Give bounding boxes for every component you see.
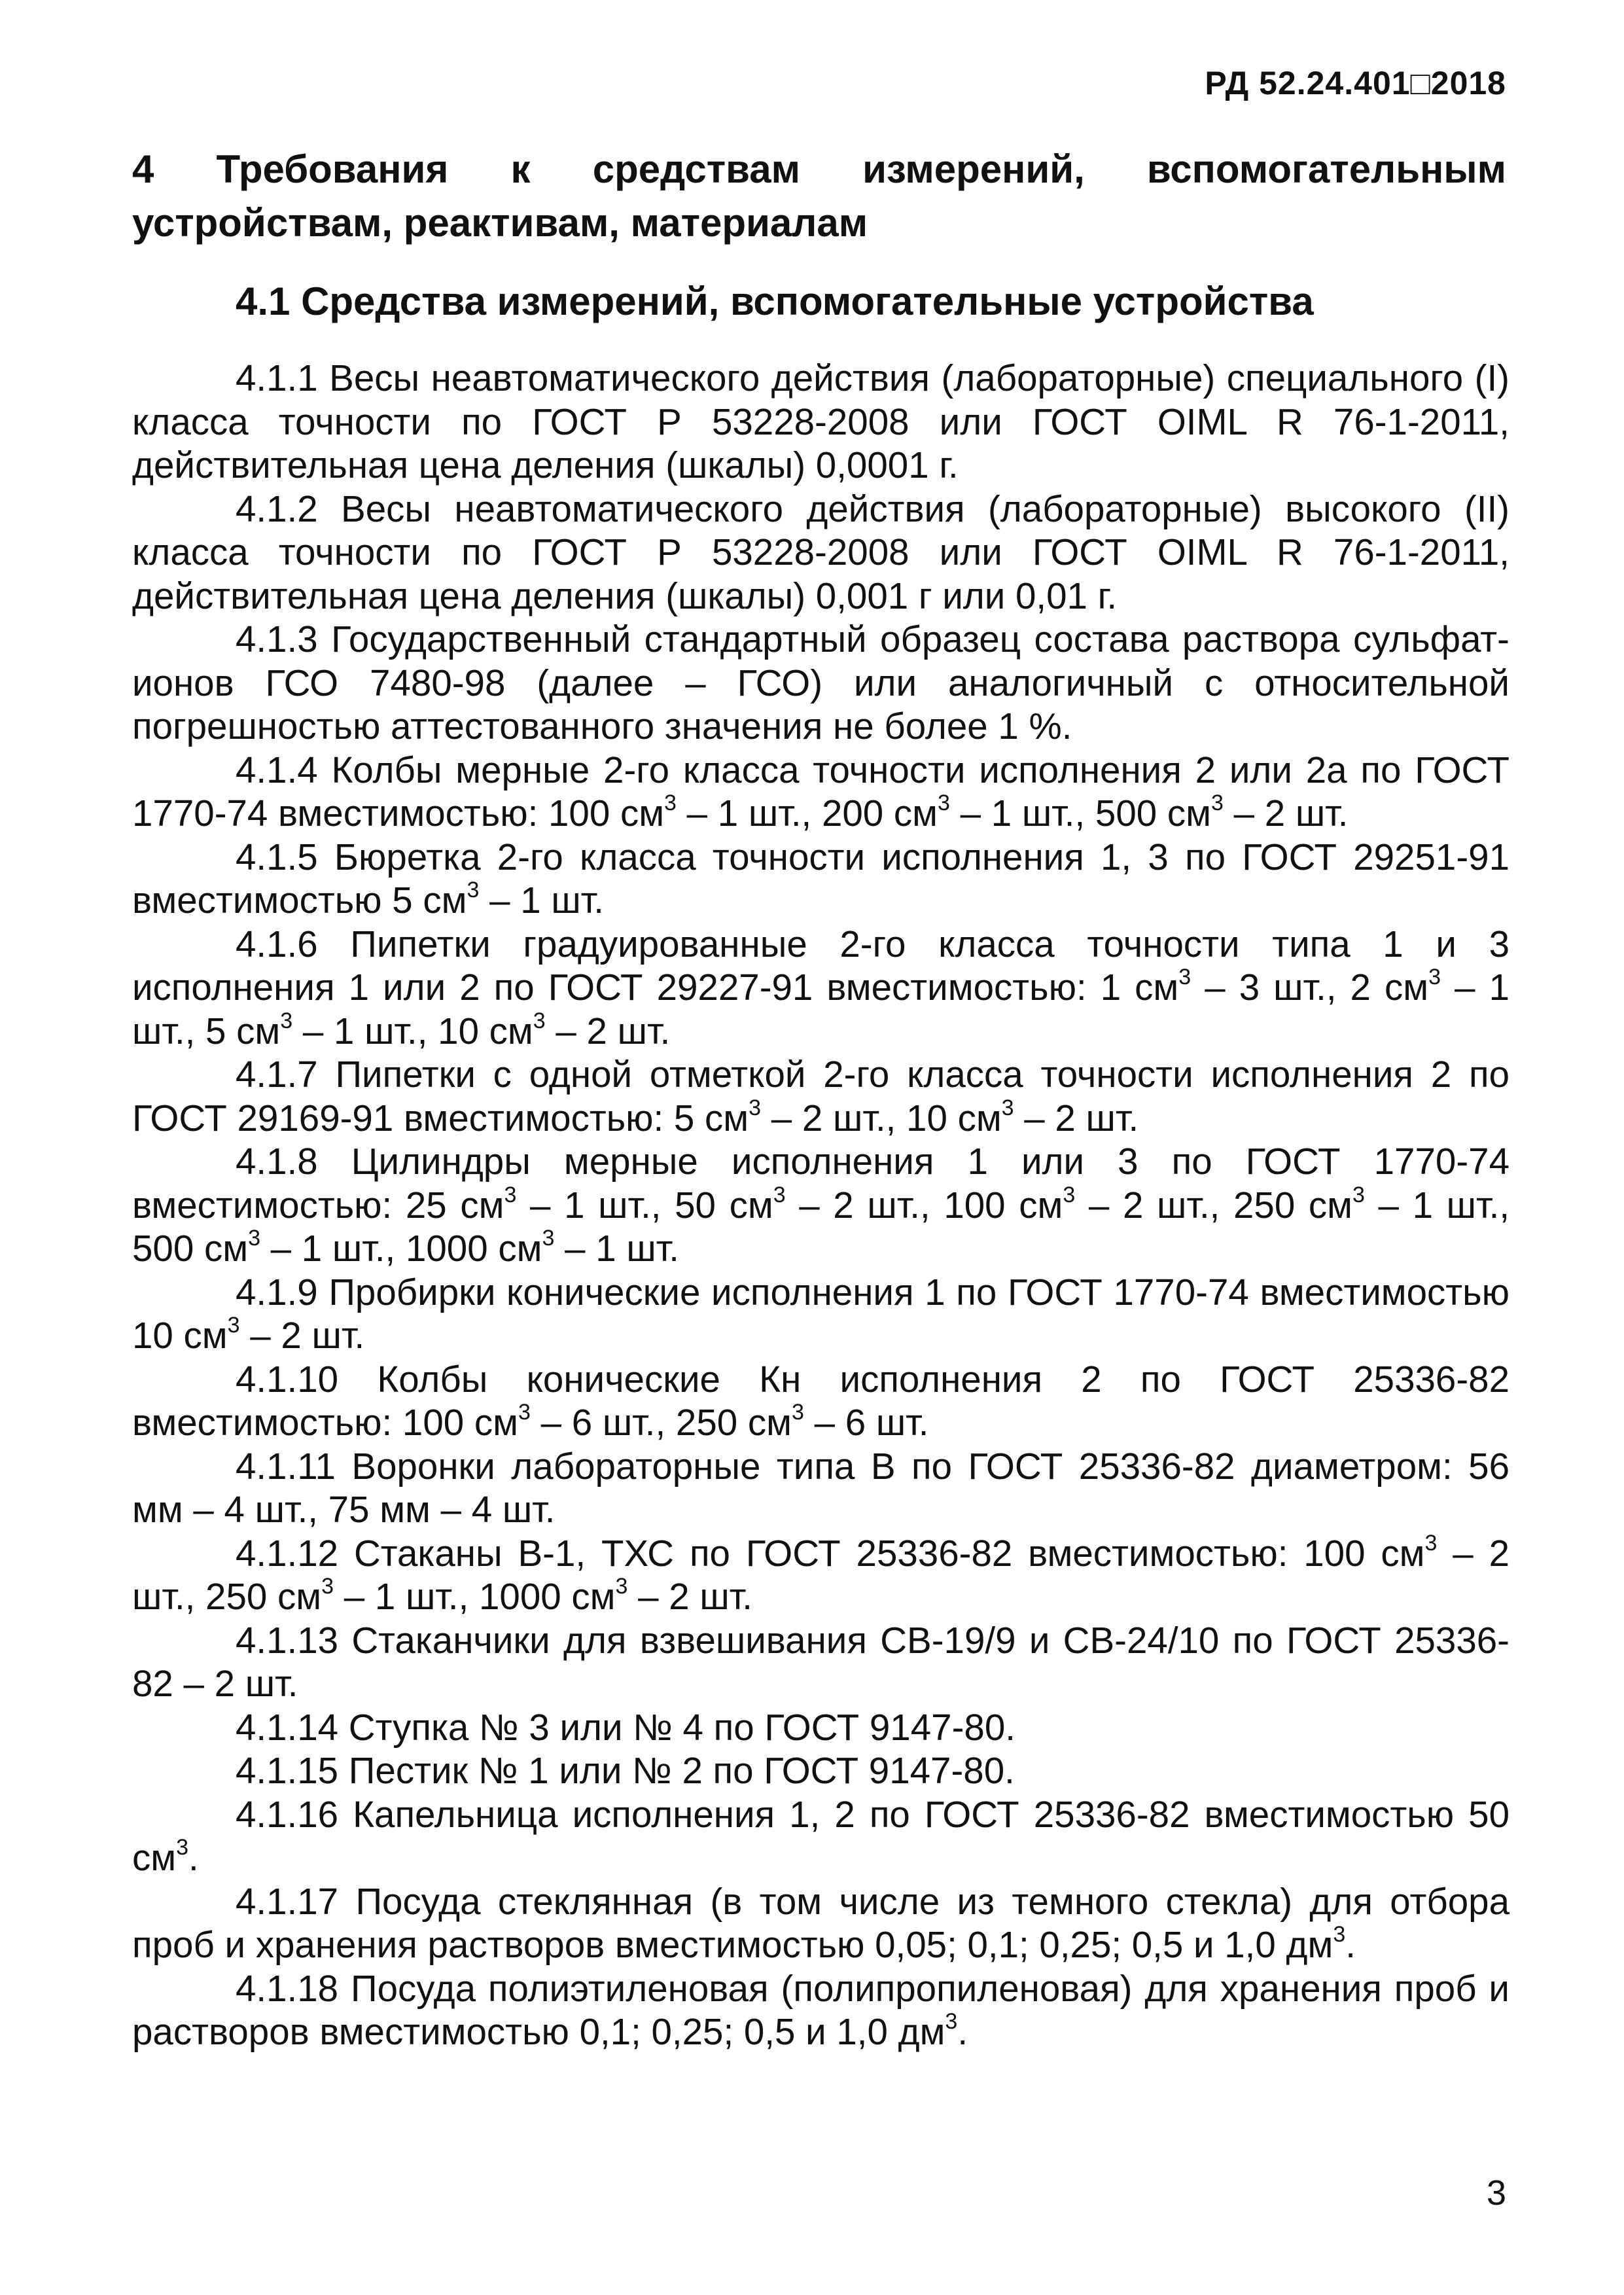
item-4-1-13: 4.1.13 Стаканчики для взвешивания СВ-19/9 и СВ-24/10 по ГОСТ 25336-82 – 2 шт. (132, 1619, 1509, 1704)
item-4-1-8: 4.1.8 Цилиндры мерные исполнения 1 или 3 по ГОСТ 1770-74 вместимостью: 25 $см^3 - 1$ шт., 50 $см^3 - 2$ шт., 100 $см^3 - 2$ шт., 250 $см^3 - 1$ шт., 500 $см^3 - 1$ шт., 1000 $см^3 - 1$ шт. (132, 1141, 1510, 1269)
subsection-title: 4.1 Средства измерений, вспомогательные устройства (236, 279, 1314, 323)
item-4-1-5: 4.1.5 Бюретка 2-го класса точности исполнения 1, 3 по ГОСТ 29251-91 вместимостью 5 $см^3 - 1$ шт. (132, 836, 1509, 921)
item-4-1-9: 4.1.9 Пробирки конические исполнения 1 по ГОСТ 1770-74 вместимостью 10 $см^3 - 2$ шт. (132, 1271, 1509, 1356)
page-number: 3 (1486, 2173, 1506, 2213)
document-code: РД 52.24.401□2018 (1205, 65, 1506, 101)
section-title: 4 Требования к средствам измерений, вспомогательным устройствам, реактивам, материалам (132, 147, 1506, 245)
item-4-1-11: 4.1.11 Воронки лабораторные типа В по ГОСТ 25336-82 диаметром: 56 мм – 4 шт., 75 мм – 4 шт. (132, 1445, 1509, 1530)
requirements-list (132, 357, 1509, 2054)
item-4-1-12: 4.1.12 Стаканы В-1, ТХС по ГОСТ 25336-82 вместимостью: 100 $см^3 - 2$ шт., 250 $см^3 - 1$ шт., 1000 $см^3 - 2$ шт. (132, 1530, 1510, 1617)
item-4-1-16: 4.1.16 Капельница исполнения 1, 2 по ГОСТ 25336-82 вместимостью 50 $см^3$. (132, 1793, 1509, 1878)
item-4-1-15: 4.1.15 Пестик № 1 или № 2 по ГОСТ 9147-80. (236, 1750, 1015, 1791)
item-4-1-14: 4.1.14 Ступка № 3 или № 4 по ГОСТ 9147-80. (236, 1706, 1015, 1748)
item-4-1-10: 4.1.10 Колбы конические Кн исполнения 2 по ГОСТ 25336-82 вместимостью: 100 $см^3 - 6$ шт., 250 $см^3 - 6$ шт. (132, 1358, 1509, 1443)
item-4-1-18: 4.1.18 Посуда полиэтиленовая (полипропиленовая) для хранения проб и растворов вместимостью 0,1; 0,25; 0,5 и 1,0 $дм^3$. (132, 1967, 1509, 2052)
item-4-1-3: 4.1.3 Государственный стандартный образец состава раствора сульфат-ионов ГСО 7480-98 (далее – ГСО) или аналогичный с относительной погрешностью аттестованного значения не более 1 %. (132, 618, 1509, 747)
item-4-1-2: 4.1.2 Весы неавтоматического действия (лабораторные) высокого (II) класса точности по ГОСТ Р 53228-2008 или ГОСТ OIML R 76-1-2011, действительная цена деления (шкалы) 0,001 г или 0,01 г. (132, 488, 1509, 616)
item-4-1-7: 4.1.7 Пипетки с одной отметкой 2-го класса точности исполнения 2 по ГОСТ 29169-91 вместимостью: 5 $см^3 - 2$ шт., 10 $см^3 - 2$ шт. (132, 1054, 1509, 1139)
item-4-1-4: 4.1.4 Колбы мерные 2-го класса точности исполнения 2 или 2а по ГОСТ 1770-74 вместимостью: 100 $см^3 - 1$ шт., 200 $см^3 - 1$ шт., 500 $см^3 - 2$ шт. (132, 749, 1509, 834)
item-4-1-17: 4.1.17 Посуда стеклянная (в том числе из темного стекла) для отбора проб и хранения растворов вместимостью 0,05; 0,1; 0,25; 0,5 и 1,0 $дм^3$. (132, 1880, 1509, 1965)
item-4-1-6: 4.1.6 Пипетки градуированные 2-го класса точности типа 1 и 3 исполнения 1 или 2 по ГОСТ 29227-91 вместимостью: 1 $см^3 - 3$ шт., 2 $см^3 - 1$ шт., 5 $см^3 - 1$ шт., 10 $см^3 - 2$ шт. (132, 923, 1510, 1052)
item-4-1-1: 4.1.1 Весы неавтоматического действия (лабораторные) специального (I) класса точности по ГОСТ Р 53228-2008 или ГОСТ OIML R 76-1-2011, действительная цена деления (шкалы) 0,0001 г. (132, 357, 1509, 486)
